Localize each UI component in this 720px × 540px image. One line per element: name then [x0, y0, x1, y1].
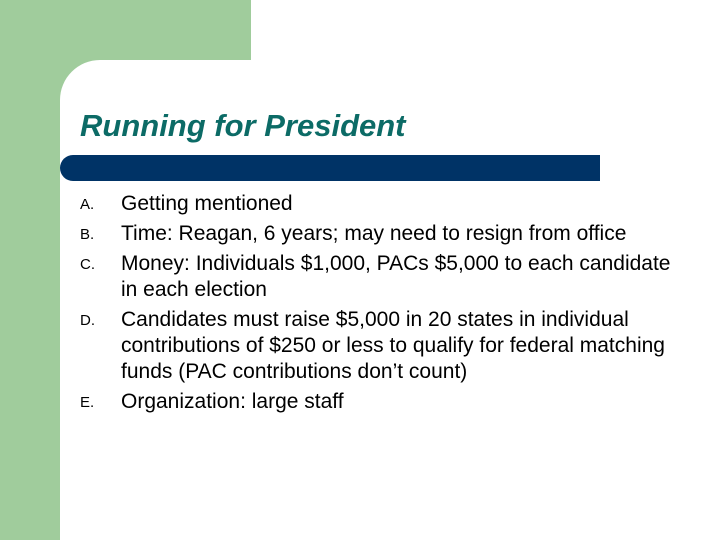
list-marker: E. — [80, 394, 95, 411]
list-item-a — [80, 191, 680, 217]
list-item-d — [80, 307, 680, 385]
list-item-c — [80, 251, 680, 303]
list-marker: A. — [80, 196, 95, 213]
list-marker: B. — [80, 226, 95, 243]
list-item-b — [80, 221, 680, 247]
list-item-text: Organization: large staff — [121, 390, 344, 413]
list-item-text: Getting mentioned — [121, 192, 293, 215]
list-item-text: Time: Reagan, 6 years; may need to resign from office — [121, 222, 627, 245]
list-item-text: Candidates must raise $5,000 in 20 states in individual contributions of $250 or less to qualify for federal matching funds (PAC contributions don’t count) — [121, 308, 665, 383]
list-item-text: Money: Individuals $1,000, PACs $5,000 to each candidate in each election — [121, 252, 671, 301]
bullet-list — [80, 191, 680, 419]
list-marker: C. — [80, 256, 95, 273]
list-marker: D. — [80, 312, 95, 329]
list-item-e — [80, 389, 680, 415]
slide-title: Running for President — [80, 108, 406, 143]
title-underline-bar — [60, 155, 600, 181]
